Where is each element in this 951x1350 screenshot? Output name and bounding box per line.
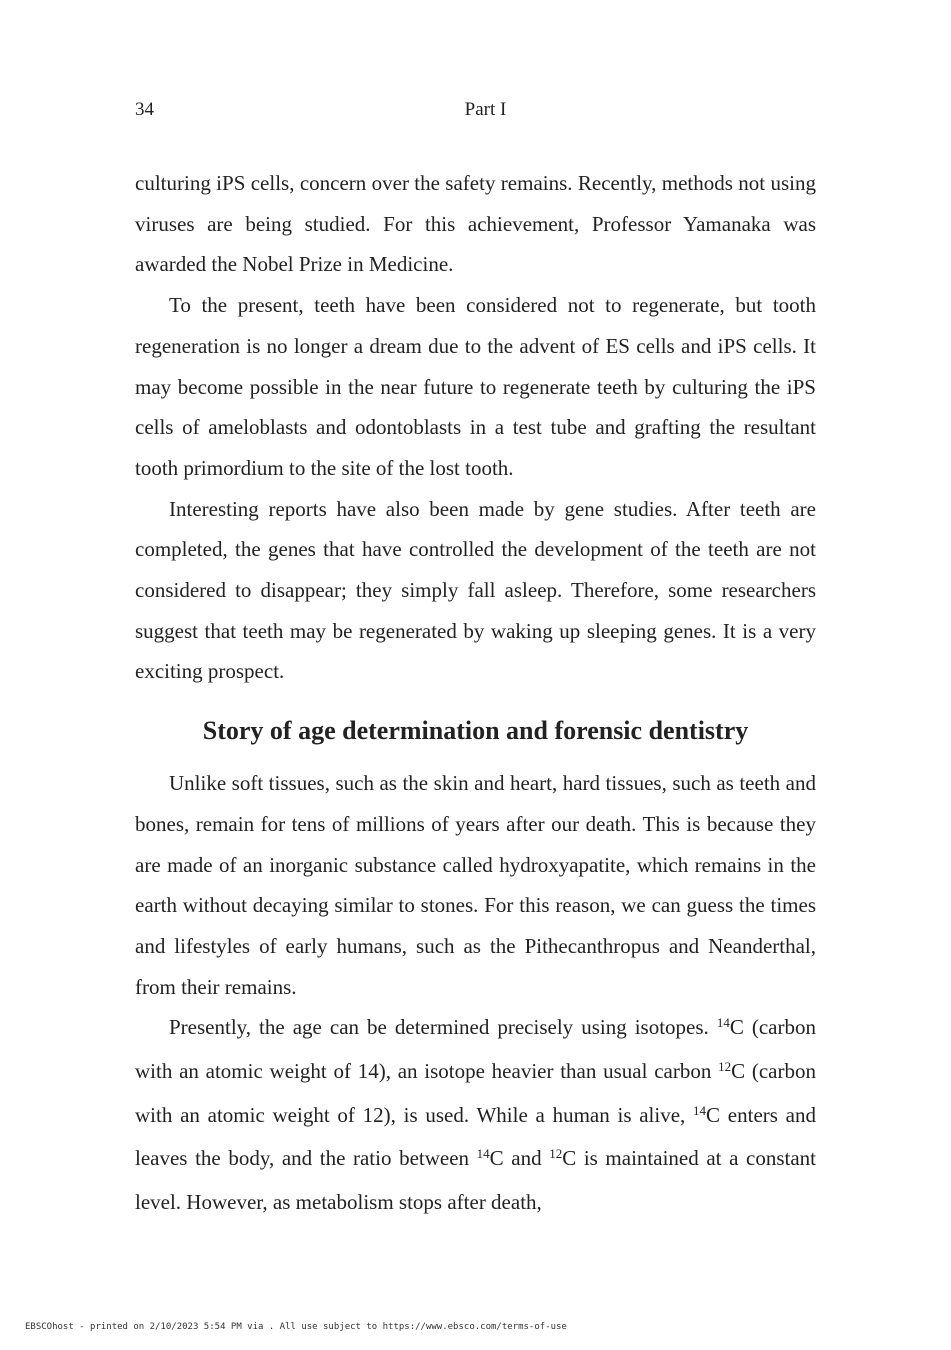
p5-text-4: enters and leaves the body, and the ratio between bbox=[135, 1102, 816, 1171]
p5-text-3: (carbon with an atomic weight of 12), is used. While a human is alive, bbox=[135, 1059, 816, 1127]
section-heading: Story of age determination and forensic dentistry bbox=[202, 716, 749, 746]
p5-text-6: is maintained at a constant level. However, as metabolism stops after death, bbox=[135, 1146, 816, 1215]
paragraph-4: Unlike soft tissues, such as the skin and heart, hard tissues, such as teeth and bones, remain for tens of millions of years after our death. This is because they are made of an inorganic substance called hydroxyapatite, which remains in the earth without decaying similar to stones. For this reason, we can guess the times and lifestyles of early humans, such as the Pithecanthropus and Neanderthal, from their remains. bbox=[135, 771, 816, 999]
isotope-14c: $^{14}$C bbox=[716, 1015, 744, 1040]
paragraph-3: Interesting reports have also been made by gene studies. After teeth are completed, the genes that have controlled the development of the teeth are not considered to disappear; they simply fall asleep. Therefore, some researchers suggest that teeth may be regenerated by waking up sleeping genes. It is a very exciting prospect. bbox=[135, 496, 816, 684]
running-head: Part I bbox=[464, 99, 507, 120]
isotope-14c: $^{14}$C bbox=[476, 1146, 504, 1171]
paragraph-2: To the present, teeth have been considered not to regenerate, but tooth regeneration is no longer a dream due to the advent of ES cells and iPS cells. It may become possible in the near future to regenerate teeth by culturing the iPS cells of ameloblasts and odontoblasts in a test tube and grafting the resultant tooth primordium to the site of the lost tooth. bbox=[135, 293, 816, 480]
page-content bbox=[135, 163, 816, 1223]
p5-text-5: and bbox=[503, 1146, 550, 1171]
p5-text-1: Presently, the age can be determined precisely using isotopes. bbox=[169, 1015, 717, 1040]
isotope-14c: $^{14}$C bbox=[693, 1102, 721, 1127]
paragraph-5 bbox=[135, 1007, 816, 1223]
p5-text-2: (carbon with an atomic weight of 14), an isotope heavier than usual carbon bbox=[135, 1015, 816, 1084]
paragraph-1: culturing iPS cells, concern over the safety remains. Recently, methods not using viruses are being studied. For this achievement, Professor Yamanaka was awarded the Nobel Prize in Medicine. bbox=[135, 171, 816, 277]
isotope-12c: $^{12}$C bbox=[718, 1058, 746, 1084]
print-footer: EBSCOhost - printed on 2/10/2023 5:54 PM via . All use subject to https://www.ebsco.com/terms-of-use bbox=[25, 1322, 567, 1332]
isotope-12c: $^{12}$C bbox=[549, 1146, 577, 1171]
page-number: 34 bbox=[135, 99, 154, 120]
